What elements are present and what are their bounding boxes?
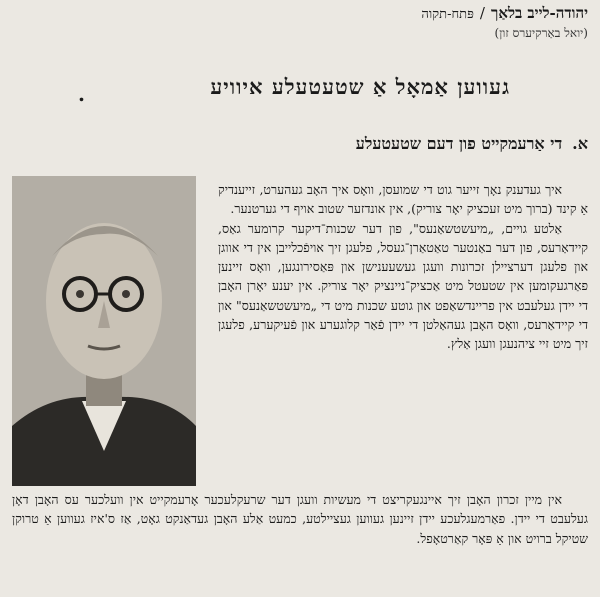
article-title: געווען אַמאָל אַ שטעטעלע איוויע — [210, 74, 510, 99]
body-paragraph-2: אַלטע גויים, „מיעשטשאַנעס", פון דער שכנות־דיקער קרומער גאַס, קיידאַרעס, פון דער באַנטער טאַטאַרן־געסל, פלעגן זיך אויפֿכלייבן אין די אווגן און פלעגן דערציילן זכרונות וועגן געשעענישן און פּאַסירונגען, וואָס זיינען פאַרגעקומען אין שטעטל מיט אַכציק־ניינציק יאָר צוריק. אין יענע יאָרן האָבן די יידן געלעבט אין פריינדשאַפט און גוטע שכנות מיט די „מיעשטשאַנעס" און די קיידאַרעס, וואָס האָבן געהאַלטן די יידן פֿאַר קלוגערע און פֿעיקערע, פלעגן זיך מיט זיי ציהנעגן וועגן אַלץ. — [218, 220, 588, 352]
title-mark: . — [78, 82, 85, 106]
author-name: יהודה-לייב בלאַך — [490, 4, 588, 22]
section-title: די אַרעמקייט פון דעם שטעטעלע — [355, 134, 563, 153]
portrait-photo — [12, 176, 196, 486]
body-full-width — [12, 490, 588, 548]
byline-separator: / — [479, 4, 485, 22]
section-letter: א. — [572, 134, 588, 153]
body-paragraph-3: אין מיין זכרון האָבן זיך איינגעקריצט די מעשיות וועגן דער שרעקלעכער אָרעמקייט אין וועלכער עס האָבן דאָן געלעבט די יידן. פאַרמעגלעכע יידן זיינען געווען געציילטע, כמעט אַלע האָבן געדאַנקט גאָט, אַז ס'איז געווען אַ טרוקן שטיקל ברויט און אַ פּאָר קאַרטאָפל. — [12, 492, 588, 546]
body-column — [218, 180, 588, 354]
section-heading — [356, 134, 588, 154]
portrait-photo-icon — [12, 176, 196, 486]
translator-credit: (יואל באַרקיערס זון) — [494, 26, 588, 40]
place-name: פּתח-תקוה — [421, 7, 474, 22]
body-paragraph-1: איך געדענק נאָך זייער גוט די שמועסן, וואָס איך האָב געהערט, זייענדיק אַ קינד (ברוך מיט זעכציק יאָר צוריק), אין אונדזער שטוב אויף די גערטנער. — [218, 182, 588, 217]
byline — [128, 4, 588, 23]
